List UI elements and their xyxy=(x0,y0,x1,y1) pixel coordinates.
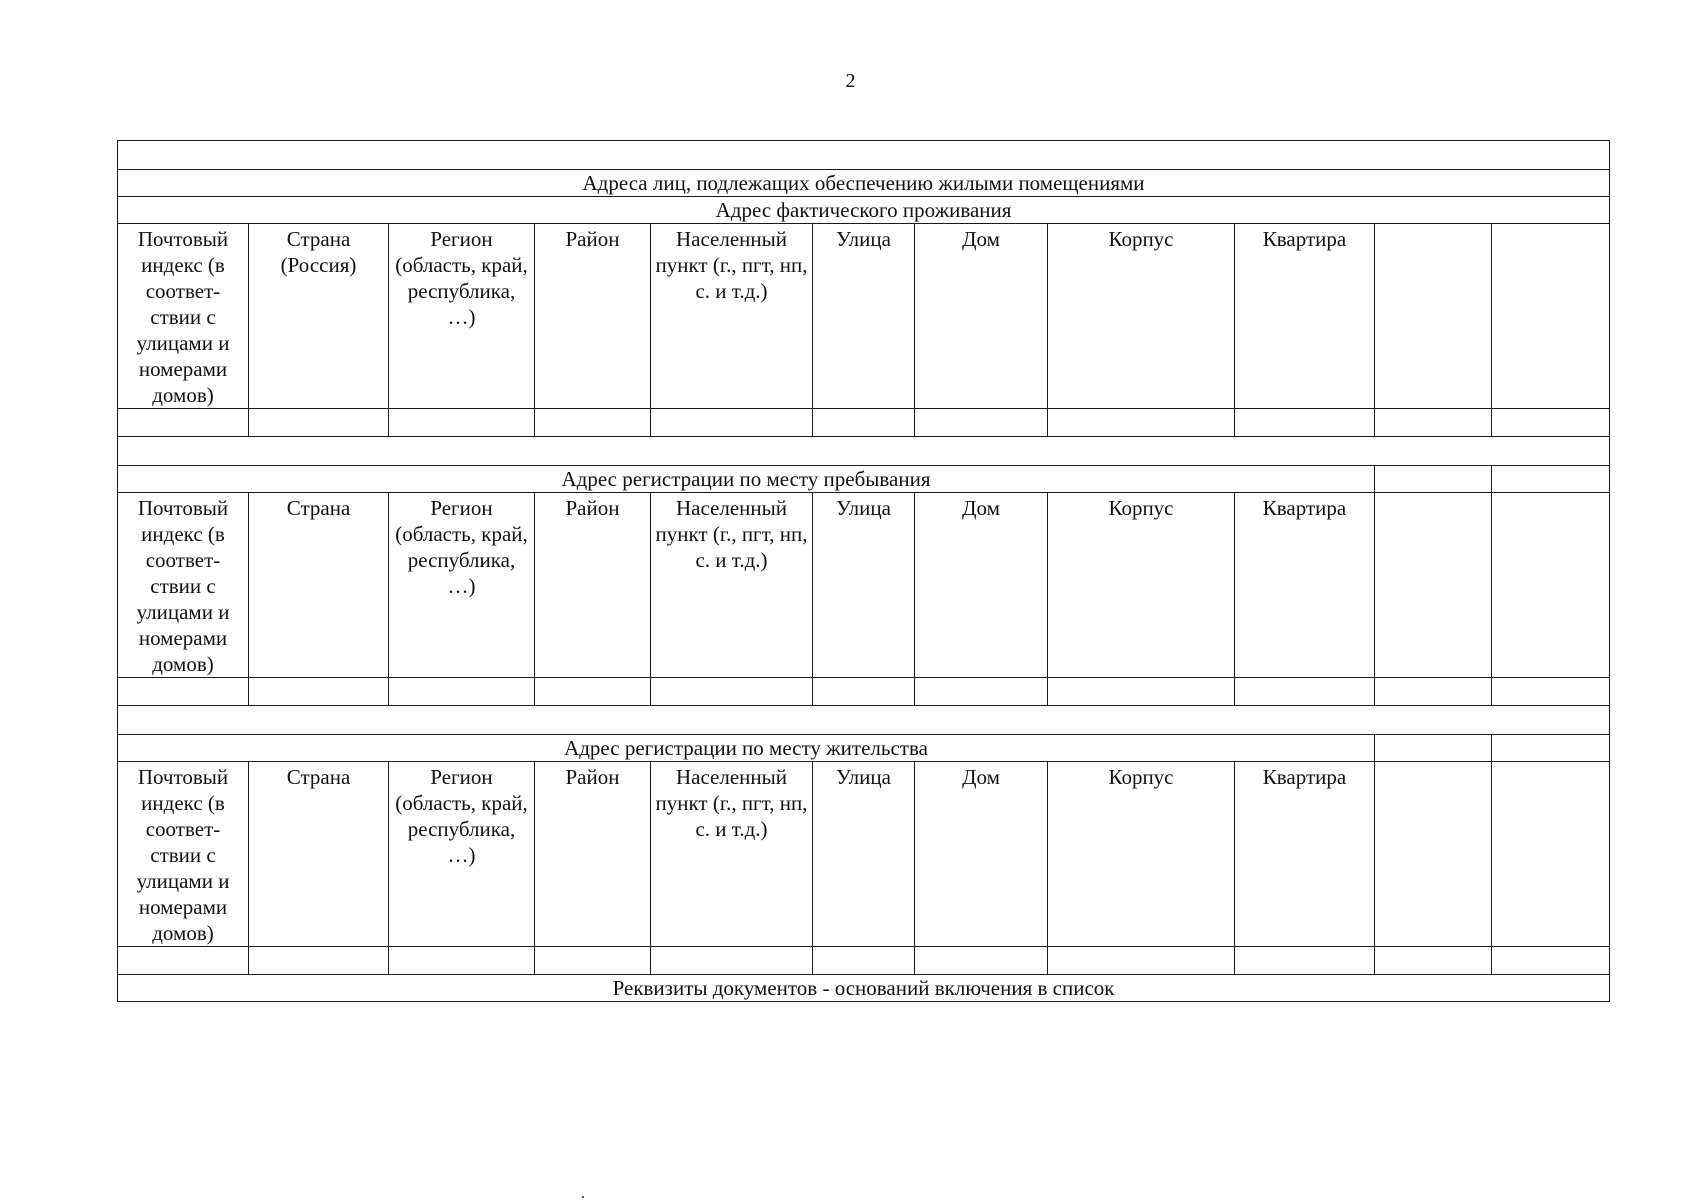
value-cell-house[interactable] xyxy=(915,947,1048,975)
column-header-house: Дом xyxy=(915,762,1048,947)
column-header-country: Страна (Россия) xyxy=(249,224,389,409)
title-extra-cell[interactable] xyxy=(1492,466,1610,493)
scan-speck xyxy=(582,1196,584,1198)
value-cell-apartment[interactable] xyxy=(1235,678,1375,706)
blank-row xyxy=(118,706,1610,735)
value-cell-extra-1[interactable] xyxy=(1375,409,1492,437)
value-cell-country[interactable] xyxy=(249,678,389,706)
value-cell-district[interactable] xyxy=(535,409,651,437)
column-header-country: Страна xyxy=(249,762,389,947)
blank-row xyxy=(118,437,1610,466)
value-cell-building[interactable] xyxy=(1048,947,1235,975)
value-row xyxy=(118,947,1610,975)
column-header-building: Корпус xyxy=(1048,493,1235,678)
column-header-district: Район xyxy=(535,224,651,409)
title-extra-cell[interactable] xyxy=(1375,466,1492,493)
footer-title: Реквизиты документов - оснований включения в список xyxy=(118,975,1610,1002)
value-cell-house[interactable] xyxy=(915,409,1048,437)
column-header-settlement: Населенный пункт (г., пгт, нп, с. и т.д.) xyxy=(651,493,813,678)
column-header-house: Дом xyxy=(915,493,1048,678)
value-cell-country[interactable] xyxy=(249,409,389,437)
value-cell-street[interactable] xyxy=(813,409,915,437)
section-title-row xyxy=(118,466,1610,493)
column-header-settlement: Населенный пункт (г., пгт, нп, с. и т.д.) xyxy=(651,224,813,409)
column-header-street: Улица xyxy=(813,762,915,947)
column-header-region: Регион (область, край, республика, …) xyxy=(389,224,535,409)
column-header-district: Район xyxy=(535,493,651,678)
value-row xyxy=(118,678,1610,706)
value-cell-building[interactable] xyxy=(1048,409,1235,437)
section-title-row xyxy=(118,197,1610,224)
value-cell-postal-index[interactable] xyxy=(118,947,249,975)
blank-cell[interactable] xyxy=(118,706,1610,735)
column-header-extra-1 xyxy=(1375,224,1492,409)
column-header-country: Страна xyxy=(249,493,389,678)
value-row xyxy=(118,409,1610,437)
column-header-region: Регион (область, край, республика, …) xyxy=(389,493,535,678)
column-header-settlement: Населенный пункт (г., пгт, нп, с. и т.д.) xyxy=(651,762,813,947)
column-header-extra-1 xyxy=(1375,762,1492,947)
footer-title-row xyxy=(118,975,1610,1002)
column-header-postal-index: Почтовый индекс (в соответ-ствии с улицами и номерами домов) xyxy=(118,493,249,678)
value-cell-extra-2[interactable] xyxy=(1492,947,1610,975)
section-title-row xyxy=(118,735,1610,762)
value-cell-postal-index[interactable] xyxy=(118,678,249,706)
value-cell-settlement[interactable] xyxy=(651,678,813,706)
value-cell-district[interactable] xyxy=(535,678,651,706)
column-header-street: Улица xyxy=(813,224,915,409)
column-header-extra-2 xyxy=(1492,493,1610,678)
value-cell-region[interactable] xyxy=(389,678,535,706)
value-cell-building[interactable] xyxy=(1048,678,1235,706)
column-header-extra-1 xyxy=(1375,493,1492,678)
value-cell-country[interactable] xyxy=(249,947,389,975)
value-cell-street[interactable] xyxy=(813,678,915,706)
blank-cell[interactable] xyxy=(118,437,1610,466)
section-title-residence-registration: Адрес регистрации по месту жительства xyxy=(118,735,1375,762)
blank-cell[interactable] xyxy=(118,141,1610,170)
value-cell-apartment[interactable] xyxy=(1235,947,1375,975)
value-cell-settlement[interactable] xyxy=(651,409,813,437)
value-cell-house[interactable] xyxy=(915,678,1048,706)
column-header-extra-2 xyxy=(1492,762,1610,947)
blank-row xyxy=(118,141,1610,170)
column-header-row xyxy=(118,493,1610,678)
value-cell-extra-1[interactable] xyxy=(1375,678,1492,706)
value-cell-settlement[interactable] xyxy=(651,947,813,975)
section-title-stay-registration: Адрес регистрации по месту пребывания xyxy=(118,466,1375,493)
column-header-row xyxy=(118,762,1610,947)
main-title: Адреса лиц, подлежащих обеспечению жилыми помещениями xyxy=(118,170,1610,197)
column-header-region: Регион (область, край, республика, …) xyxy=(389,762,535,947)
page-number: 2 xyxy=(845,70,856,92)
value-cell-region[interactable] xyxy=(389,947,535,975)
column-header-apartment: Квартира xyxy=(1235,762,1375,947)
column-header-district: Район xyxy=(535,762,651,947)
column-header-extra-2 xyxy=(1492,224,1610,409)
value-cell-extra-1[interactable] xyxy=(1375,947,1492,975)
title-extra-cell[interactable] xyxy=(1375,735,1492,762)
column-header-postal-index: Почтовый индекс (в соответ-ствии с улицами и номерами домов) xyxy=(118,762,249,947)
column-header-apartment: Квартира xyxy=(1235,224,1375,409)
column-header-house: Дом xyxy=(915,224,1048,409)
title-extra-cell[interactable] xyxy=(1492,735,1610,762)
column-header-apartment: Квартира xyxy=(1235,493,1375,678)
value-cell-postal-index[interactable] xyxy=(118,409,249,437)
value-cell-apartment[interactable] xyxy=(1235,409,1375,437)
value-cell-extra-2[interactable] xyxy=(1492,678,1610,706)
value-cell-region[interactable] xyxy=(389,409,535,437)
main-title-row xyxy=(118,170,1610,197)
value-cell-extra-2[interactable] xyxy=(1492,409,1610,437)
value-cell-district[interactable] xyxy=(535,947,651,975)
column-header-postal-index: Почтовый индекс (в соответ-ствии с улицами и номерами домов) xyxy=(118,224,249,409)
column-header-building: Корпус xyxy=(1048,224,1235,409)
column-header-row xyxy=(118,224,1610,409)
section-title-actual-residence: Адрес фактического проживания xyxy=(118,197,1610,224)
address-form-table xyxy=(117,140,1610,1002)
column-header-street: Улица xyxy=(813,493,915,678)
value-cell-street[interactable] xyxy=(813,947,915,975)
column-header-building: Корпус xyxy=(1048,762,1235,947)
